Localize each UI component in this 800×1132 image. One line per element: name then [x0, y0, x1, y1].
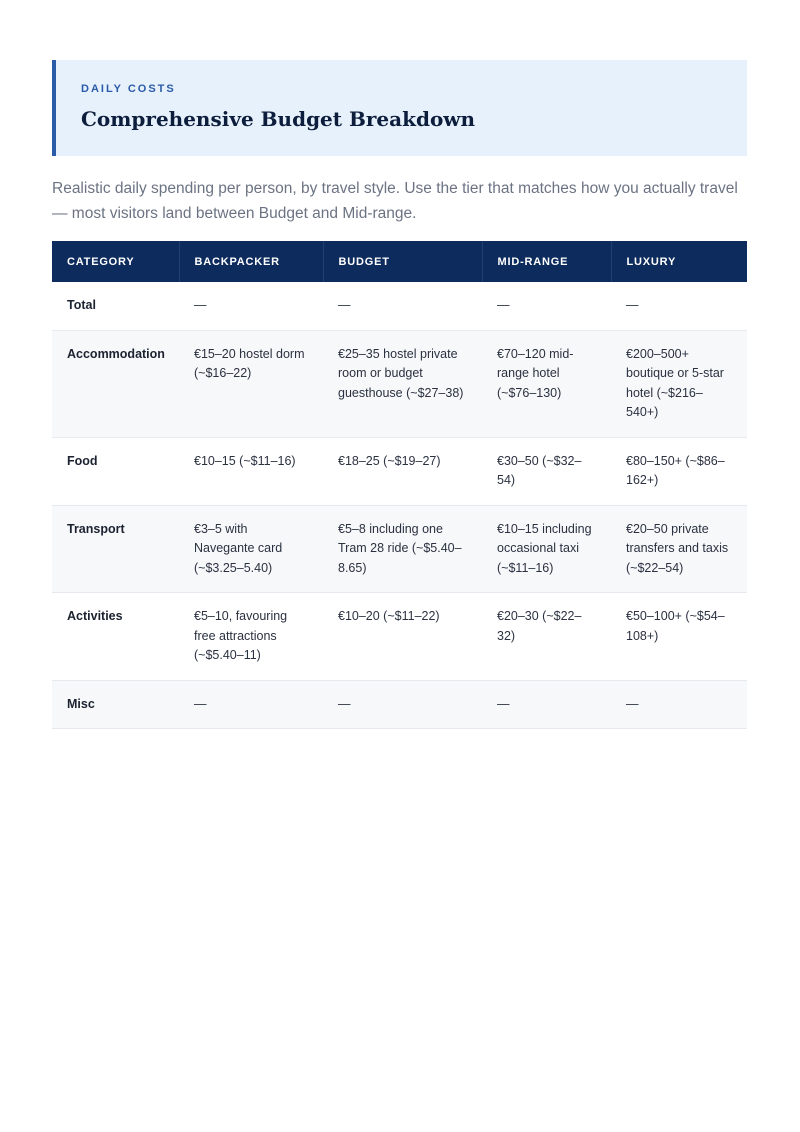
column-header-budget: BUDGET — [323, 241, 482, 282]
backpacker-cell: €10–15 (~$11–16) — [179, 437, 323, 505]
luxury-cell: €50–100+ (~$54–108+) — [611, 593, 747, 681]
table-row — [52, 593, 747, 681]
mid-range-cell: — — [482, 680, 611, 729]
table-row — [52, 505, 747, 593]
backpacker-cell: €5–10, favouring free attractions (~$5.40–11) — [179, 593, 323, 681]
table-row — [52, 437, 747, 505]
page-title: Comprehensive Budget Breakdown — [81, 107, 476, 131]
category-cell: Accommodation — [52, 330, 179, 437]
table-row — [52, 282, 747, 330]
budget-table — [52, 241, 747, 729]
mid-range-cell: €20–30 (~$22–32) — [482, 593, 611, 681]
category-cell: Misc — [52, 680, 179, 729]
luxury-cell: €80–150+ (~$86–162+) — [611, 437, 747, 505]
luxury-cell: €200–500+ boutique or 5-star hotel (~$216–540+) — [611, 330, 747, 437]
column-header-luxury: LUXURY — [611, 241, 747, 282]
backpacker-cell: — — [179, 282, 323, 330]
table-row — [52, 680, 747, 729]
mid-range-cell: €70–120 mid-range hotel (~$76–130) — [482, 330, 611, 437]
budget-cell: €18–25 (~$19–27) — [323, 437, 482, 505]
column-header-category: CATEGORY — [52, 241, 179, 282]
intro-paragraph: Realistic daily spending per person, by travel style. Use the tier that matches how you actually travel — most visitors land between Budget and Mid-range. — [52, 180, 738, 222]
category-cell: Transport — [52, 505, 179, 593]
budget-cell: €10–20 (~$11–22) — [323, 593, 482, 681]
table-header-row — [52, 241, 747, 282]
column-header-backpacker: BACKPACKER — [179, 241, 323, 282]
category-cell: Food — [52, 437, 179, 505]
mid-range-cell: — — [482, 282, 611, 330]
luxury-cell: — — [611, 282, 747, 330]
budget-cell: — — [323, 282, 482, 330]
budget-cell: €25–35 hostel private room or budget guesthouse (~$27–38) — [323, 330, 482, 437]
mid-range-cell: €10–15 including occasional taxi (~$11–16) — [482, 505, 611, 593]
category-cell: Total — [52, 282, 179, 330]
section-eyebrow: DAILY COSTS — [81, 83, 176, 95]
backpacker-cell: €3–5 with Navegante card (~$3.25–5.40) — [179, 505, 323, 593]
budget-cell: — — [323, 680, 482, 729]
table-row — [52, 330, 747, 437]
budget-cell: €5–8 including one Tram 28 ride (~$5.40–8.65) — [323, 505, 482, 593]
luxury-cell: — — [611, 680, 747, 729]
category-cell: Activities — [52, 593, 179, 681]
backpacker-cell: €15–20 hostel dorm (~$16–22) — [179, 330, 323, 437]
mid-range-cell: €30–50 (~$32–54) — [482, 437, 611, 505]
section-header-card — [52, 60, 747, 156]
column-header-mid-range: MID-RANGE — [482, 241, 611, 282]
luxury-cell: €20–50 private transfers and taxis (~$22–54) — [611, 505, 747, 593]
backpacker-cell: — — [179, 680, 323, 729]
